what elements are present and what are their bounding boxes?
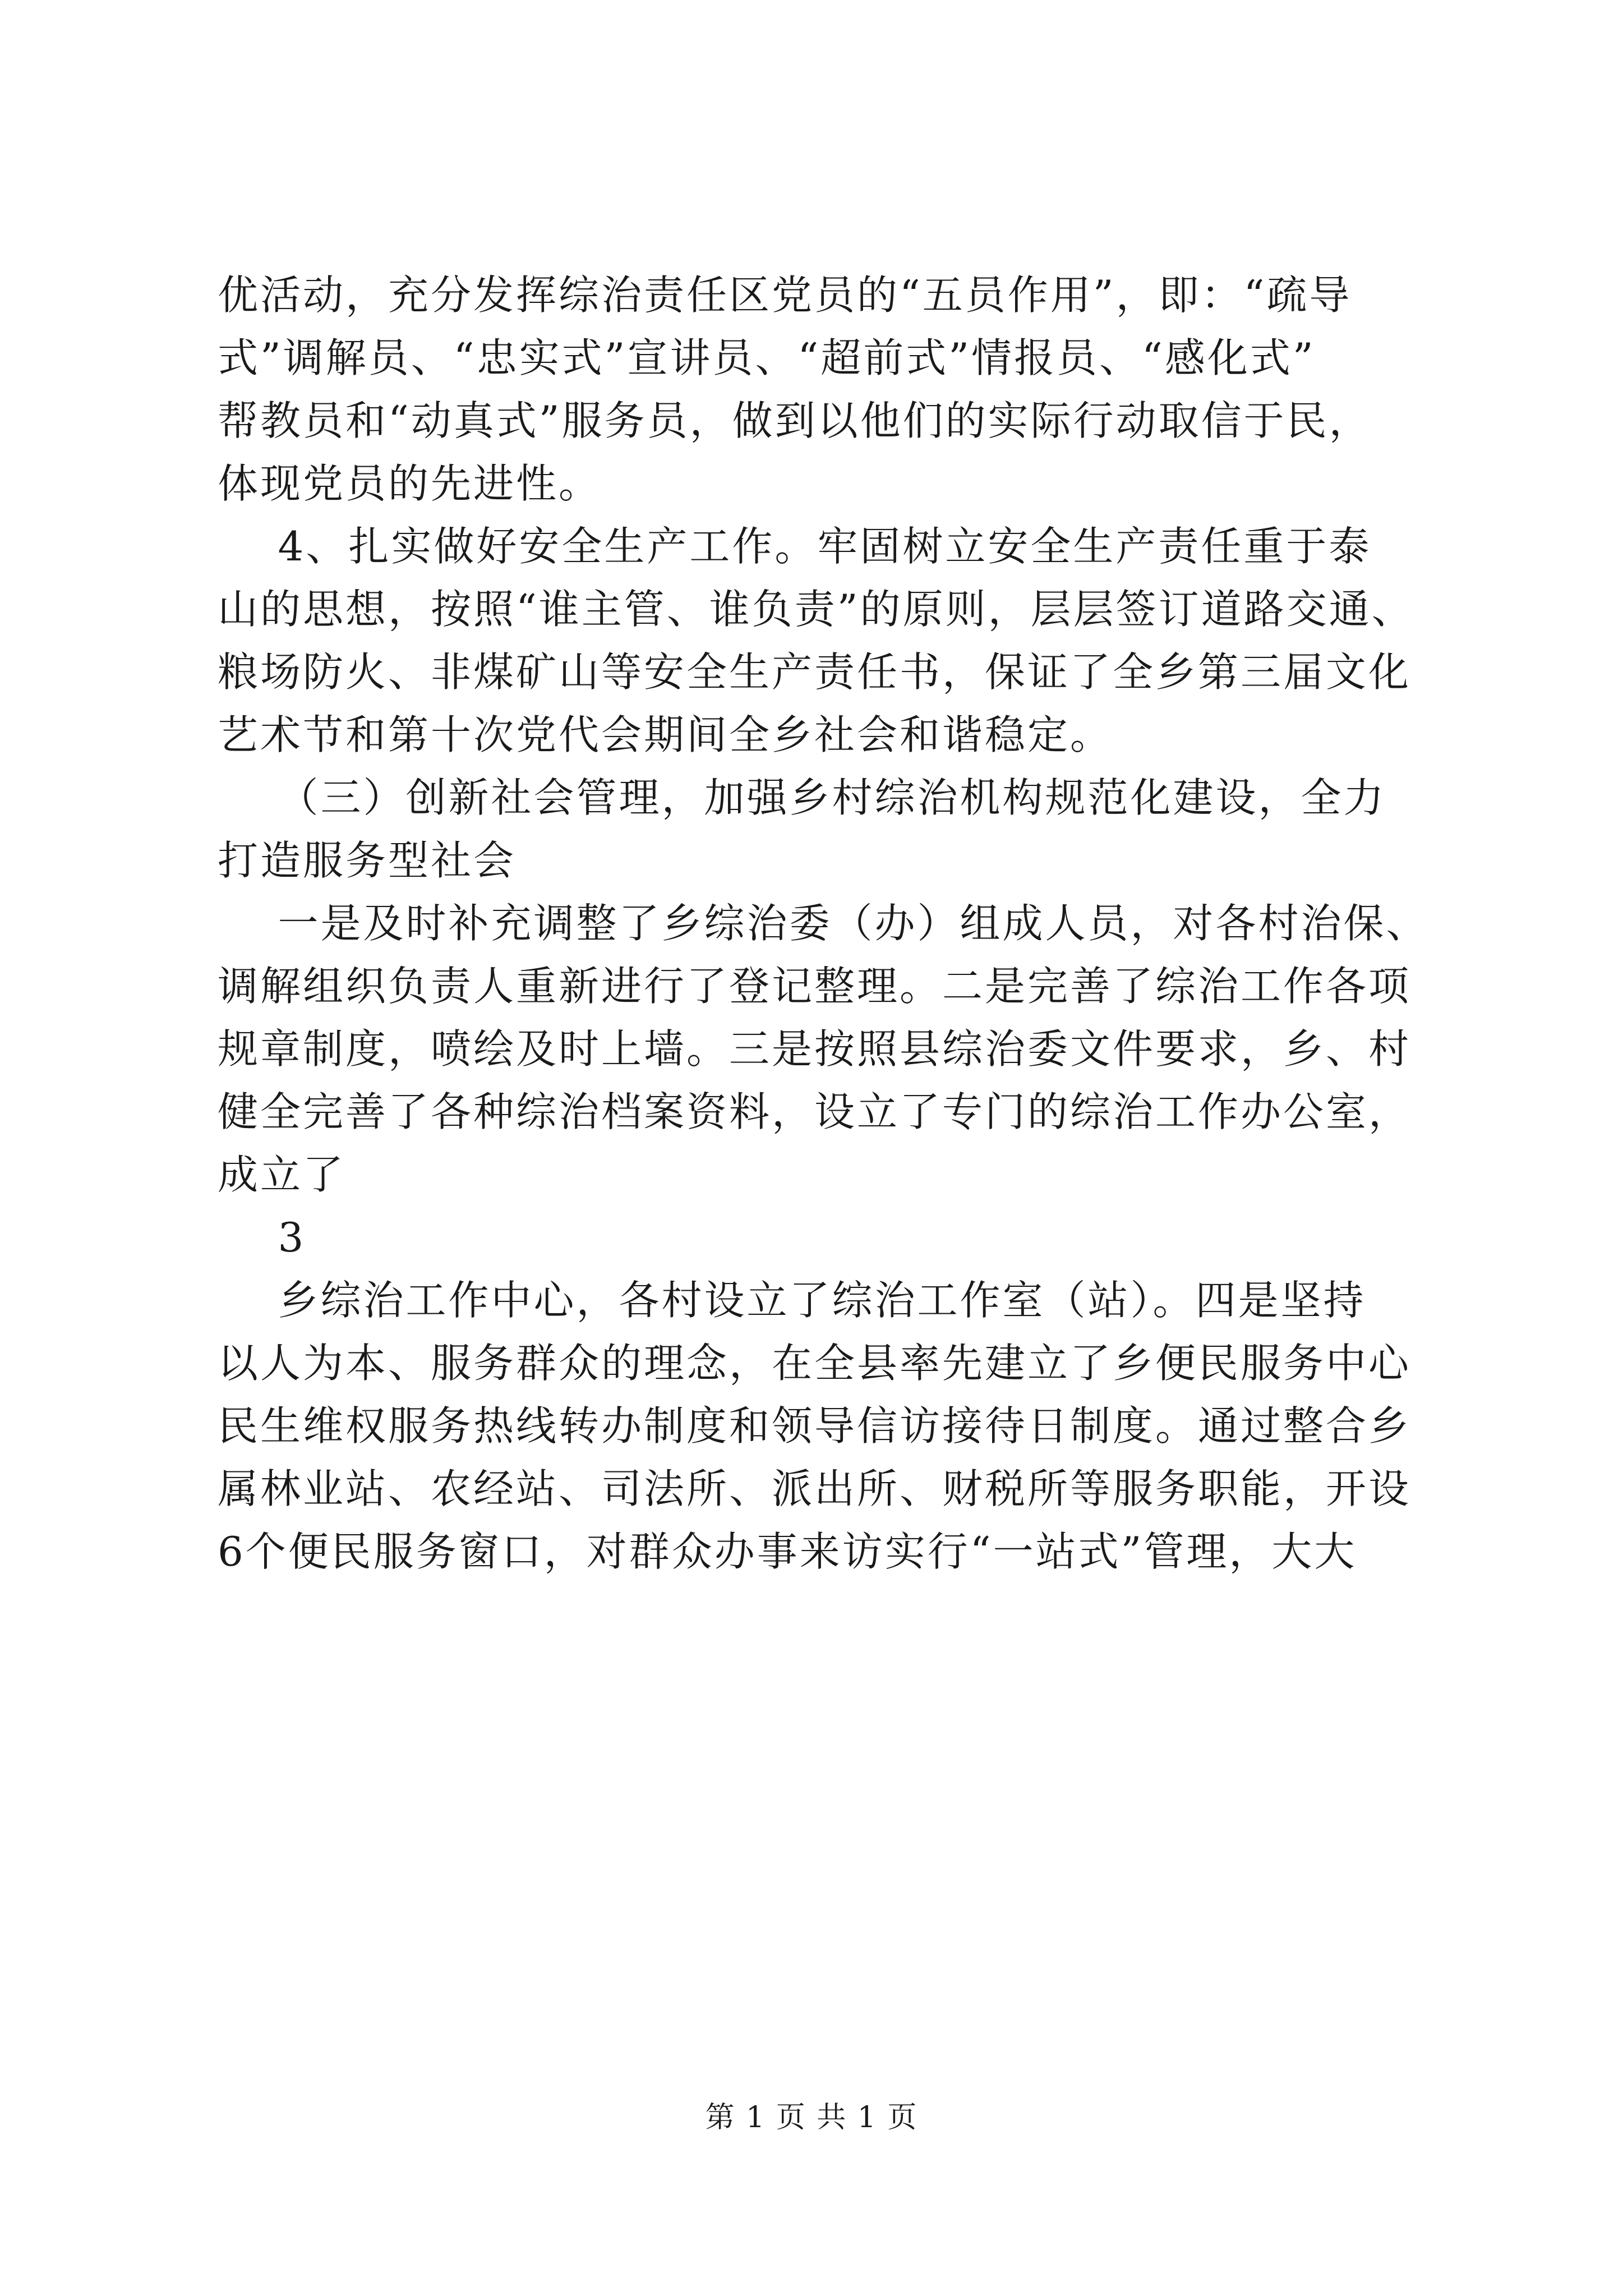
text-line: 4、扎实做好安全生产工作。牢固树立安全生产责任重于泰 [218,523,1372,570]
text-line: 属林业站、农经站、司法所、派出所、财税所等服务职能，开设 [218,1465,1412,1512]
text-line: 一是及时补充调整了乡综治委（办）组成人员，对各村治保、 [218,900,1429,947]
text-line: 乡综治工作中心，各村设立了综治工作室（站）。四是坚持 [218,1277,1366,1324]
text-line: （三）创新社会管理，加强乡村综治机构规范化建设，全力 [218,774,1386,821]
text-line: 打造服务型社会 [218,837,517,884]
text-line: 以人为本、服务群众的理念，在全县率先建立了乡便民服务中心 [218,1340,1412,1387]
page-number-footer: 第 1 页 共 1 页 [705,2101,918,2134]
text-line: 优活动，充分发挥综治责任区党员的“五员作用”，即：“疏导 [218,272,1352,319]
text-line: 式”调解员、“忠实式”宣讲员、“超前式”情报员、“感化式” [218,334,1316,381]
text-line: 民生维权服务热线转办制度和领导信访接待日制度。通过整合乡 [218,1402,1412,1450]
text-line: 规章制度，喷绘及时上墙。三是按照县综治委文件要求，乡、村 [218,1025,1412,1073]
body-text [218,264,1429,1583]
text-line: 山的思想，按照“谁主管、谁负责”的原则，层层签订道路交通、 [218,586,1414,633]
text-line: 成立了 [218,1151,346,1198]
text-line: 艺术节和第十次党代会期间全乡社会和谐稳定。 [218,711,1113,758]
text-line: 调解组织负责人重新进行了登记整理。二是完善了综治工作各项 [218,963,1412,1010]
text-line: 3 [218,1214,306,1261]
text-line: 6个便民服务窗口，对群众办事来访实行“一站式”管理，大大 [218,1528,1357,1575]
text-line: 粮场防火、非煤矿山等安全生产责任书，保证了全乡第三届文化 [218,648,1412,696]
text-line: 帮教员和“动真式”服务员，做到以他们的实际行动取信于民， [218,397,1372,444]
text-line: 健全完善了各种综治档案资料，设立了专门的综治工作办公室， [218,1088,1412,1135]
text-line: 体现党员的先进性。 [218,460,602,507]
